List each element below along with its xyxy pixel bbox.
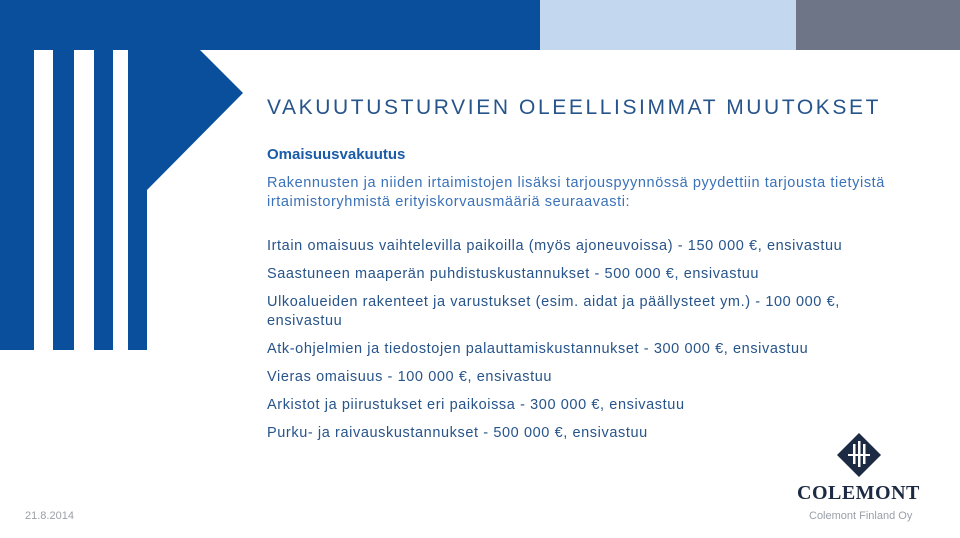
list-item: Atk-ohjelmien ja tiedostojen palauttamiskustannukset - 300 000 €, ensivastuu [267,341,809,357]
slide-title: VAKUUTUSTURVIEN OLEELLISIMMAT MUUTOKSET [267,96,882,119]
colemont-diamond-icon [836,432,882,478]
header-bar-light-blue [540,0,796,50]
logo-wordmark: COLEMONT [797,482,920,504]
decorative-stripes [0,50,250,350]
footer-date: 21.8.2014 [25,510,74,522]
list-item: Ulkoalueiden rakenteet ja varustukset (esim. aidat ja päällysteet ym.) - 100 000 €, ensivastuu [267,294,840,329]
list-item: Vieras omaisuus - 100 000 €, ensivastuu [267,369,553,385]
list-item: Irtain omaisuus vaihtelevilla paikoilla (myös ajoneuvoissa) - 150 000 €, ensivastuu [267,238,843,254]
header-bar-blue [0,0,540,50]
slide-subtitle: Omaisuusvakuutus [267,146,406,163]
footer-company: Colemont Finland Oy [809,510,913,522]
list-item: Purku- ja raivauskustannukset - 500 000 €, ensivastuu [267,425,648,441]
coverage-list [267,237,907,452]
list-item: Arkistot ja piirustukset eri paikoissa - 300 000 €, ensivastuu [267,397,685,413]
header-bar-gray [796,0,960,50]
intro-text: Rakennusten ja niiden irtaimistojen lisäksi tarjouspyynnössä pyydettiin tarjousta tietyistä irtaimistoryhmistä erityiskorvausmääriä seuraavasti: [267,175,885,210]
list-item: Saastuneen maaperän puhdistuskustannukset - 500 000 €, ensivastuu [267,266,760,282]
